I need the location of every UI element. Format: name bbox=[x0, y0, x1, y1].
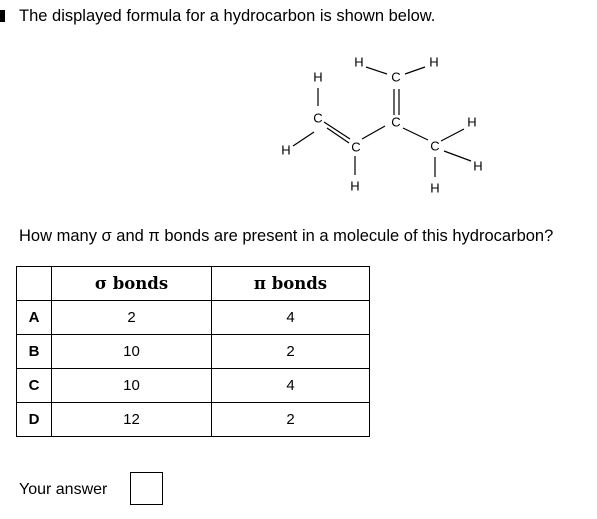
option-letter: A bbox=[17, 301, 52, 335]
atom-h-7: H bbox=[473, 158, 483, 174]
header-sigma-bonds: σ bonds bbox=[52, 267, 212, 301]
question-prompt: How many σ and π bonds are present in a molecule of this hydrocarbon? bbox=[19, 227, 554, 245]
pi-value: 2 bbox=[212, 403, 370, 437]
table-row bbox=[17, 403, 370, 437]
question-text: The displayed formula for a hydrocarbon is shown below. bbox=[19, 7, 436, 25]
pi-value: 4 bbox=[212, 301, 370, 335]
option-letter: B bbox=[17, 335, 52, 369]
sigma-value: 10 bbox=[52, 369, 212, 403]
header-letter bbox=[17, 267, 52, 301]
sigma-value: 2 bbox=[52, 301, 212, 335]
atom-c-2: C bbox=[351, 139, 361, 155]
table-row bbox=[17, 369, 370, 403]
option-letter: D bbox=[17, 403, 52, 437]
atom-c-1: C bbox=[313, 110, 323, 126]
atom-h-8: H bbox=[430, 180, 440, 196]
displayed-formula-diagram bbox=[260, 40, 500, 210]
atom-c-3: C bbox=[391, 114, 401, 130]
atom-c-4: C bbox=[430, 138, 440, 154]
header-pi-bonds: π bonds bbox=[212, 267, 370, 301]
option-letter: C bbox=[17, 369, 52, 403]
options-table bbox=[16, 266, 370, 437]
atom-h-1: H bbox=[313, 69, 323, 85]
table-row bbox=[17, 335, 370, 369]
question-marker bbox=[0, 10, 5, 22]
answer-input-box[interactable] bbox=[130, 472, 163, 505]
atom-h-5: H bbox=[429, 54, 439, 70]
pi-value: 2 bbox=[212, 335, 370, 369]
atom-h-6: H bbox=[467, 114, 477, 130]
atom-h-2: H bbox=[281, 142, 291, 158]
atom-h-3: H bbox=[350, 178, 360, 194]
pi-value: 4 bbox=[212, 369, 370, 403]
table-header-row bbox=[17, 267, 370, 301]
sigma-value: 10 bbox=[52, 335, 212, 369]
sigma-value: 12 bbox=[52, 403, 212, 437]
atom-c-top: C bbox=[391, 69, 401, 85]
table-row bbox=[17, 301, 370, 335]
answer-label: Your answer bbox=[19, 481, 108, 498]
atom-h-4: H bbox=[354, 54, 364, 70]
